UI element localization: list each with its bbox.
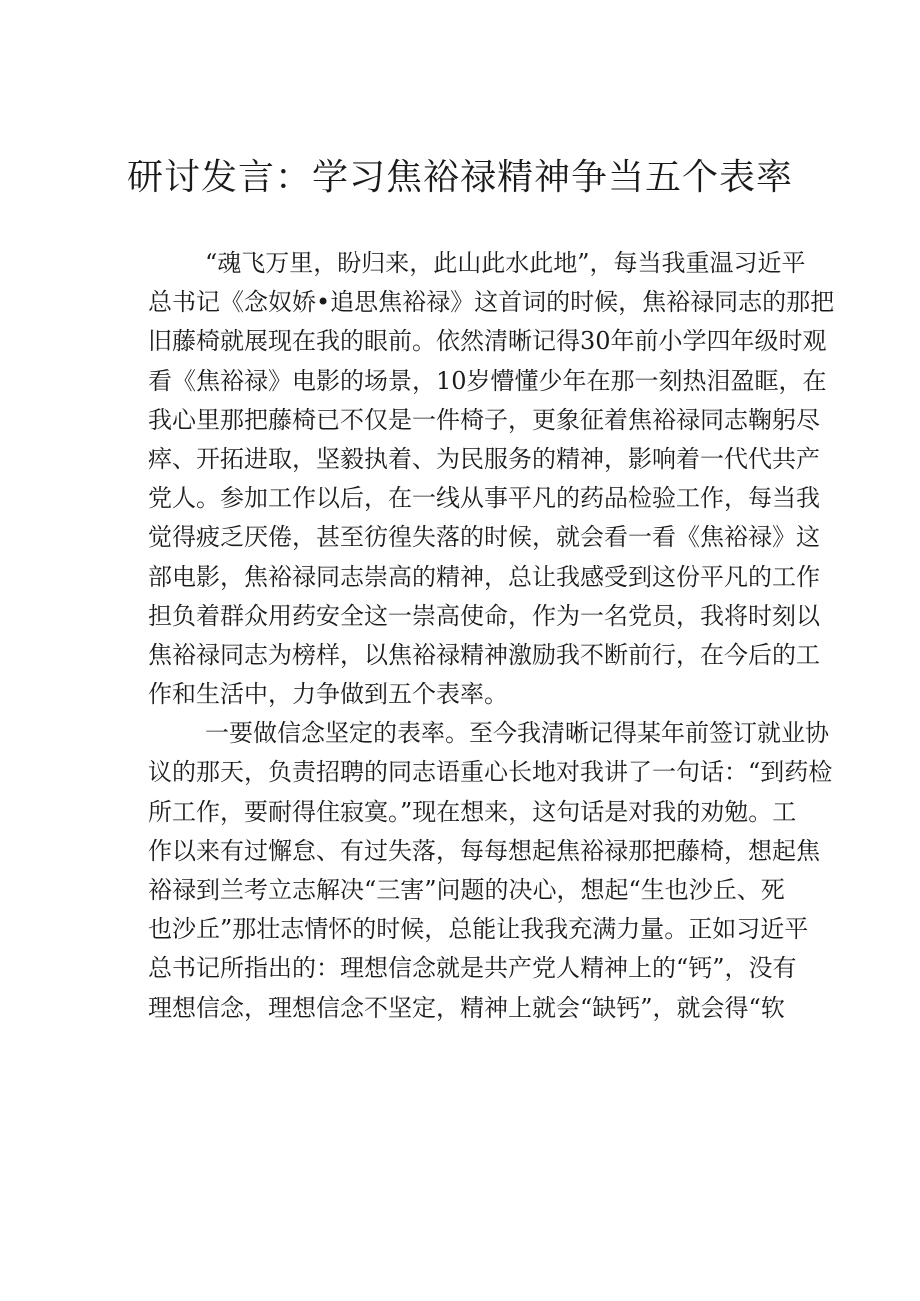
paragraph-1-line: 党人。参加工作以后，在一线从事平凡的药品检验工作，每当我: [148, 484, 820, 513]
paragraph-1-line: 我心里那把藤椅已不仅是一件椅子，更象征着焦裕禄同志鞠躬尽: [148, 405, 820, 434]
paragraph-2-line: 裕禄到兰考立志解决“三害”问题的决心，想起“生也沙丘、死: [148, 876, 785, 904]
document-body: [148, 244, 835, 1028]
paragraph-2-line: 理想信念，理想信念不坚定，精神上就会“缺钙”，就会得“软: [148, 993, 785, 1022]
paragraph-1-line: 焦裕禄同志为榜样，以焦裕禄精神激励我不断前行，在今后的工: [148, 640, 820, 669]
document-title: 研讨发言：学习焦裕禄精神争当五个表率: [126, 157, 793, 198]
paragraph-1-line: 担负着群众用药安全这一崇高使命，作为一名党员，我将时刻以: [148, 601, 820, 630]
paragraph-2-line: 也沙丘”那壮志情怀的时候，总能让我我充满力量。正如习近平: [148, 915, 809, 944]
paragraph-1-line: 觉得疲乏厌倦，甚至彷徨失落的时候，就会看一看《焦裕禄》这: [148, 523, 820, 552]
paragraph-2-line: 议的那天，负责招聘的同志语重心长地对我讲了一句话：“到药检: [148, 758, 833, 787]
paragraph-1-line: 部电影，焦裕禄同志崇高的精神，总让我感受到这份平凡的工作: [148, 562, 820, 591]
paragraph-2-line: 一要做信念坚定的表率。至今我清晰记得某年前签订就业协: [205, 719, 829, 748]
paragraph-1-line: 瘁、开拓进取，坚毅执着、为民服务的精神，影响着一代代共产: [148, 444, 820, 473]
paragraph-2-line: 作以来有过懈怠、有过失落，每每想起焦裕禄那把藤椅，想起焦: [148, 836, 820, 865]
paragraph-2-line: 所工作，要耐得住寂寞。”现在想来，这句话是对我的劝勉。工: [148, 797, 797, 826]
paragraph-1-line: “魂飞万里，盼归来，此山此水此地”，每当我重温习近平: [205, 249, 806, 277]
paragraph-2-line: 总书记所指出的：理想信念就是共产党人精神上的“钙”，没有: [148, 954, 797, 983]
paragraph-1-line: 旧藤椅就展现在我的眼前。依然清晰记得30年前小学四年级时观: [148, 327, 827, 356]
paragraph-1-line: 总书记《念奴娇•追思焦裕禄》这首词的时候，焦裕禄同志的那把: [148, 288, 835, 317]
paragraph-1-line: 作和生活中，力争做到五个表率。: [148, 680, 508, 709]
paragraph-1-line: 看《焦裕禄》电影的场景，10岁懵懂少年在那一刻热泪盈眶，在: [148, 366, 827, 395]
